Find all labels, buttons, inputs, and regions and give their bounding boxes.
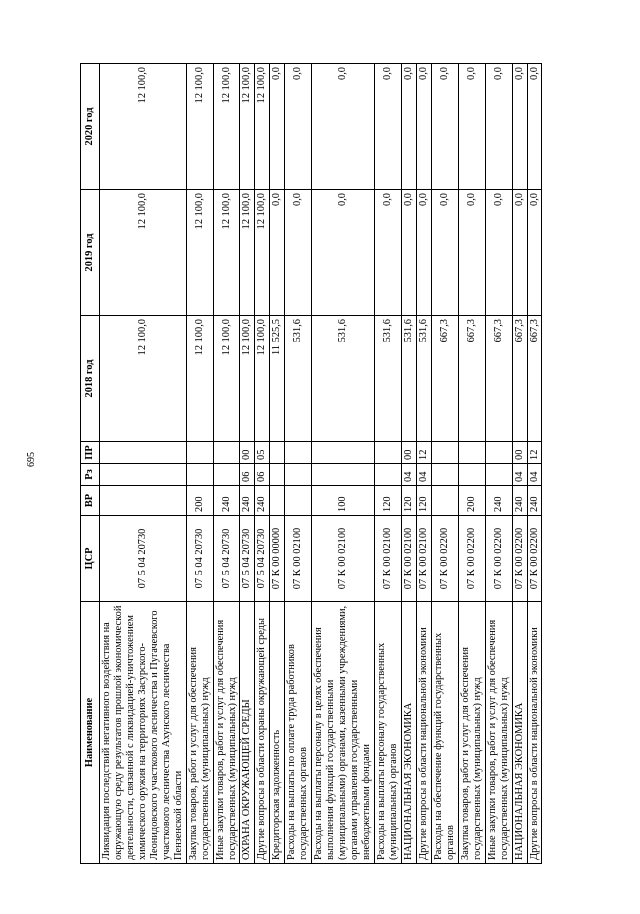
- cell-rz: 06: [240, 464, 255, 486]
- cell-csr: 07 К 00 02200: [431, 516, 458, 602]
- cell-vr: 120: [401, 486, 416, 516]
- cell-2020: 0,0: [458, 64, 485, 190]
- cell-pr: [186, 442, 213, 464]
- cell-name: Другие вопросы в области охраны окружающей среды: [255, 602, 270, 864]
- cell-csr: 07 5 04 20730: [240, 516, 255, 602]
- cell-2019: 0,0: [431, 190, 458, 316]
- cell-csr: 07 5 04 20730: [186, 516, 213, 602]
- cell-2020: 0,0: [401, 64, 416, 190]
- cell-rz: 04: [527, 464, 542, 486]
- cell-2018: 11 525,5: [270, 316, 285, 442]
- cell-2018: 531,6: [416, 316, 431, 442]
- cell-2020: 12 100,0: [255, 64, 270, 190]
- table-row: [431, 64, 458, 864]
- table-row: [100, 64, 187, 864]
- cell-name: Расходы на обеспечение функций государственных органов: [431, 602, 458, 864]
- cell-rz: 04: [512, 464, 527, 486]
- table-row: [312, 64, 375, 864]
- cell-name: НАЦИОНАЛЬНАЯ ЭКОНОМИКА: [401, 602, 416, 864]
- page-number: [24, 14, 44, 914]
- cell-2019: 0,0: [375, 190, 402, 316]
- cell-rz: [213, 464, 240, 486]
- cell-2018: 12 100,0: [213, 316, 240, 442]
- table-row: [186, 64, 213, 864]
- table-row: [285, 64, 312, 864]
- cell-csr: 07 К 00 02100: [312, 516, 375, 602]
- cell-2018: 667,3: [431, 316, 458, 442]
- cell-2018: 12 100,0: [100, 316, 187, 442]
- table-row: [375, 64, 402, 864]
- cell-rz: 04: [401, 464, 416, 486]
- cell-pr: [213, 442, 240, 464]
- header-name: Наименование: [81, 602, 100, 864]
- cell-rz: [375, 464, 402, 486]
- table-row: [485, 64, 512, 864]
- header-2018: 2018 год: [81, 316, 100, 442]
- cell-rz: [458, 464, 485, 486]
- cell-csr: 07 К 00 02100: [375, 516, 402, 602]
- cell-2020: 12 100,0: [100, 64, 187, 190]
- cell-csr: 07 5 04 20730: [100, 516, 187, 602]
- cell-2019: 0,0: [485, 190, 512, 316]
- cell-csr: 07 5 04 20730: [213, 516, 240, 602]
- cell-2020: 0,0: [527, 64, 542, 190]
- cell-rz: [100, 464, 187, 486]
- cell-pr: [375, 442, 402, 464]
- table-row: [255, 64, 270, 864]
- cell-vr: [270, 486, 285, 516]
- cell-vr: 240: [512, 486, 527, 516]
- cell-vr: 240: [485, 486, 512, 516]
- table-row: [512, 64, 527, 864]
- table-row: [213, 64, 240, 864]
- cell-2020: 12 100,0: [186, 64, 213, 190]
- cell-rz: [485, 464, 512, 486]
- cell-2018: 667,3: [527, 316, 542, 442]
- cell-csr: 07 5 04 20730: [255, 516, 270, 602]
- cell-rz: [431, 464, 458, 486]
- cell-2018: 667,3: [512, 316, 527, 442]
- cell-name: Расходы на выплаты персоналу государственных (муниципальных) органов: [375, 602, 402, 864]
- cell-rz: [312, 464, 375, 486]
- cell-2019: 0,0: [401, 190, 416, 316]
- cell-2020: 12 100,0: [240, 64, 255, 190]
- cell-name: Закупка товаров, работ и услуг для обеспечения государственных (муниципальных) нужд: [458, 602, 485, 864]
- cell-csr: 07 К 00 02100: [285, 516, 312, 602]
- cell-csr: 07 К 00 02200: [512, 516, 527, 602]
- cell-name: Другие вопросы в области национальной экономики: [527, 602, 542, 864]
- cell-name: Расходы на выплаты по оплате труда работников государственных органов: [285, 602, 312, 864]
- header-csr: ЦСР: [81, 516, 100, 602]
- header-2020: 2020 год: [81, 64, 100, 190]
- cell-vr: 200: [186, 486, 213, 516]
- cell-2019: 12 100,0: [213, 190, 240, 316]
- cell-csr: 07 К 00 02200: [527, 516, 542, 602]
- cell-2020: 0,0: [416, 64, 431, 190]
- table-row: [240, 64, 255, 864]
- rotated-table-container: [80, 64, 560, 864]
- cell-vr: 100: [312, 486, 375, 516]
- cell-pr: 00: [240, 442, 255, 464]
- cell-vr: [285, 486, 312, 516]
- cell-name: Расходы на выплаты персоналу в целях обеспечения выполнения функций государственными (муниципальными) органами, казенными учреждениями, органами управления государственными внебюджетными фондами: [312, 602, 375, 864]
- cell-pr: 12: [416, 442, 431, 464]
- cell-2019: 12 100,0: [255, 190, 270, 316]
- table-body: [100, 64, 542, 864]
- cell-vr: 240: [255, 486, 270, 516]
- cell-name: Другие вопросы в области национальной экономики: [416, 602, 431, 864]
- cell-name: Закупка товаров, работ и услуг для обеспечения государственных (муниципальных) нужд: [186, 602, 213, 864]
- cell-2018: 531,6: [401, 316, 416, 442]
- cell-name: ОХРАНА ОКРУЖАЮЩЕЙ СРЕДЫ: [240, 602, 255, 864]
- cell-pr: [431, 442, 458, 464]
- cell-rz: [285, 464, 312, 486]
- cell-vr: 120: [375, 486, 402, 516]
- cell-2019: 0,0: [270, 190, 285, 316]
- cell-vr: [100, 486, 187, 516]
- cell-2019: 12 100,0: [100, 190, 187, 316]
- cell-name: НАЦИОНАЛЬНАЯ ЭКОНОМИКА: [512, 602, 527, 864]
- cell-vr: 240: [240, 486, 255, 516]
- cell-vr: [431, 486, 458, 516]
- cell-vr: 200: [458, 486, 485, 516]
- cell-csr: 07 К 00 02200: [458, 516, 485, 602]
- cell-csr: 07 К 00 02100: [416, 516, 431, 602]
- header-pr: ПР: [81, 442, 100, 464]
- cell-2018: 12 100,0: [240, 316, 255, 442]
- cell-2019: 0,0: [458, 190, 485, 316]
- cell-2020: 0,0: [431, 64, 458, 190]
- cell-csr: 07 К 00 02200: [485, 516, 512, 602]
- cell-vr: 120: [416, 486, 431, 516]
- cell-2018: 12 100,0: [186, 316, 213, 442]
- cell-pr: [285, 442, 312, 464]
- cell-2018: 531,6: [285, 316, 312, 442]
- cell-rz: 06: [255, 464, 270, 486]
- cell-2018: 667,3: [485, 316, 512, 442]
- cell-2019: 0,0: [312, 190, 375, 316]
- cell-name: Иные закупки товаров, работ и услуг для обеспечения государственных (муниципальных) нужд: [485, 602, 512, 864]
- cell-name: Ликвидация последствий негативного воздействия на окружающую среду результатов прошлой экономической деятельности, связанной с ликвидацией-уничтожением химического оружия на территориях Засурского-Леонидовского участкового лесничества и Пугачевского участкового лесничества Ахунского лесничества Пензенской области: [100, 602, 187, 864]
- table-row: [270, 64, 285, 864]
- cell-2019: 12 100,0: [186, 190, 213, 316]
- cell-rz: [186, 464, 213, 486]
- table-row: [527, 64, 542, 864]
- cell-2019: 0,0: [416, 190, 431, 316]
- cell-vr: 240: [213, 486, 240, 516]
- table-row: [416, 64, 431, 864]
- cell-2019: 0,0: [285, 190, 312, 316]
- table-row: [401, 64, 416, 864]
- cell-2020: 0,0: [512, 64, 527, 190]
- cell-2019: 0,0: [527, 190, 542, 316]
- cell-vr: 240: [527, 486, 542, 516]
- cell-pr: 00: [512, 442, 527, 464]
- cell-2018: 531,6: [312, 316, 375, 442]
- cell-pr: [485, 442, 512, 464]
- budget-table: [80, 63, 542, 864]
- table-row: [458, 64, 485, 864]
- header-vr: ВР: [81, 486, 100, 516]
- cell-2020: 0,0: [485, 64, 512, 190]
- cell-2018: 12 100,0: [255, 316, 270, 442]
- cell-2020: 0,0: [270, 64, 285, 190]
- cell-2020: 0,0: [375, 64, 402, 190]
- cell-2018: 667,3: [458, 316, 485, 442]
- cell-csr: 07 К 00 02100: [401, 516, 416, 602]
- page-number-text: 695: [26, 452, 37, 467]
- table-header-row: [81, 64, 100, 864]
- cell-2019: 12 100,0: [240, 190, 255, 316]
- cell-2020: 12 100,0: [213, 64, 240, 190]
- cell-name: Кредиторская задолженность: [270, 602, 285, 864]
- header-rz: Рз: [81, 464, 100, 486]
- cell-pr: 05: [255, 442, 270, 464]
- cell-2019: 0,0: [512, 190, 527, 316]
- cell-name: Иные закупки товаров, работ и услуг для обеспечения государственных (муниципальных) нужд: [213, 602, 240, 864]
- cell-2020: 0,0: [312, 64, 375, 190]
- cell-pr: [270, 442, 285, 464]
- header-2019: 2019 год: [81, 190, 100, 316]
- cell-2020: 0,0: [285, 64, 312, 190]
- cell-rz: [270, 464, 285, 486]
- cell-2018: 531,6: [375, 316, 402, 442]
- cell-pr: [312, 442, 375, 464]
- cell-csr: 07 К 00 00000: [270, 516, 285, 602]
- cell-rz: 04: [416, 464, 431, 486]
- cell-pr: 00: [401, 442, 416, 464]
- cell-pr: [458, 442, 485, 464]
- cell-pr: [100, 442, 187, 464]
- cell-pr: 12: [527, 442, 542, 464]
